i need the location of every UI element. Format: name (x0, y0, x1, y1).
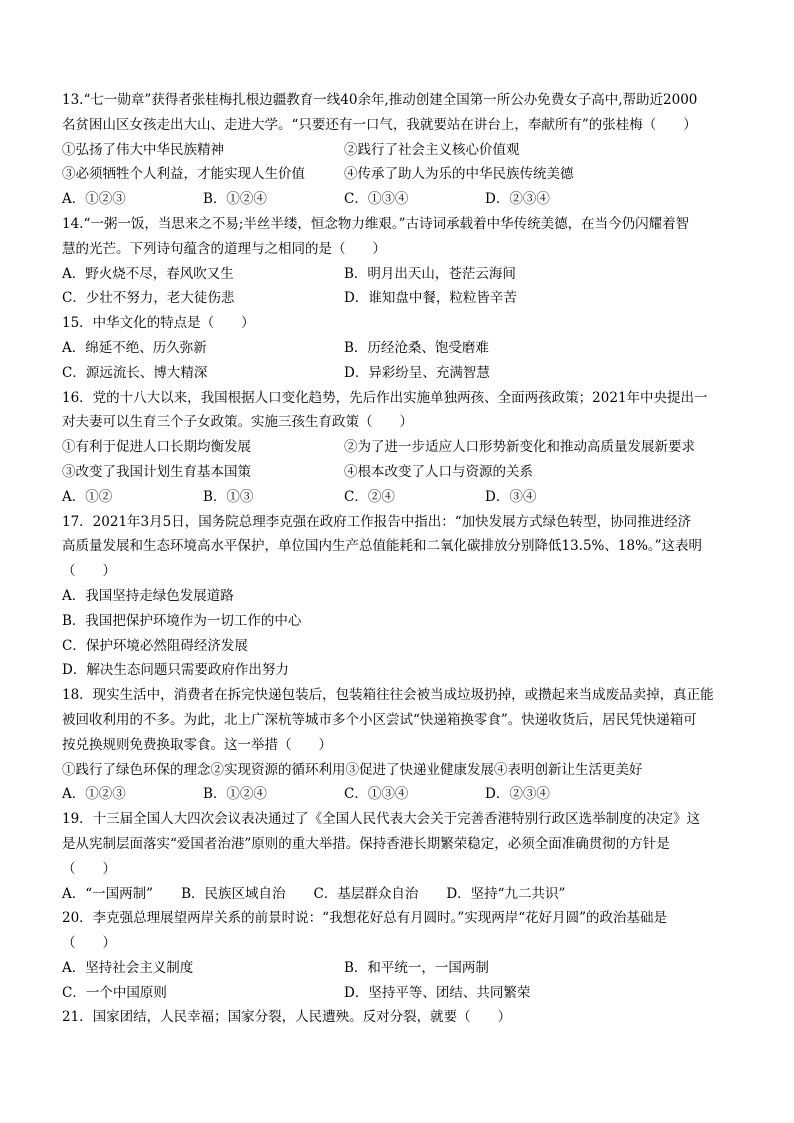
statement-row (62, 435, 742, 460)
question-stem-line: 按兑换规则免费换取零食。这一举措（ ） (62, 736, 332, 753)
option-d: D．异彩纷呈、充满智慧 (344, 364, 490, 381)
question-stem-line: 13.“七一勋章”获得者张桂梅扎根边疆教育一线40余年,推动创建全国第一所公办免费女子高中,帮助近2000 (62, 92, 698, 108)
option-a: A．①②③ (62, 191, 126, 208)
option-a: A．①②③ (62, 786, 126, 803)
question-18 (62, 683, 742, 807)
option-c: C．一个中国原则 (62, 984, 167, 1001)
question-stem-line: 21．国家团结，人民幸福；国家分裂，人民遭殃。反对分裂，就要（ ） (62, 1009, 512, 1026)
option-row (62, 782, 742, 807)
option-d: D．解决生态问题只需要政府作出努力 (62, 662, 289, 679)
statement-row (62, 138, 742, 163)
option-row (62, 336, 742, 361)
question-stem-line: 慧的光芒。下列诗句蕴含的道理与之相同的是（ ） (62, 240, 386, 257)
option-d: D．谁知盘中餐，粒粒皆辛苦 (344, 290, 517, 307)
option-c: C．①③④ (344, 786, 409, 803)
statement: ④根本改变了人口与资源的关系 (344, 463, 533, 480)
option-b: B．和平统一，一国两制 (344, 959, 489, 976)
question-list (62, 88, 742, 1030)
option-row (62, 187, 742, 212)
option-row (62, 361, 742, 386)
question-stem-line: 18．现实生活中，消费者在拆完快递包装后，包装箱往往会被当成垃圾扔掉，或攒起来当成废品卖掉，真正能 (62, 687, 714, 704)
question-stem-line: 14.“一粥一饭，当思来之不易;半丝半缕，恒念物力维艰。”古诗词承载着中华传统美德，在当今仍闪耀着智 (62, 215, 690, 232)
option-a: A．①② (62, 488, 113, 505)
option-c: C．②④ (344, 488, 395, 505)
question-stem-line: 被回收利用的不多。为此，北上广深杭等城市多个小区尝试“快递箱换零食”。快递收货后，居民凭快递箱可 (62, 711, 697, 728)
option-a: A．“一国两制” (62, 885, 154, 902)
question-15 (62, 311, 742, 385)
option-d: D．②③④ (485, 786, 550, 803)
option-row (62, 485, 742, 510)
question-stem-line: 16．党的十八大以来，我国根据人口变化趋势，先后作出实施单独两孩、全面两孩政策；2021年中央提出一 (62, 389, 708, 406)
option-c: C．少壮不努力，老大徒伤悲 (62, 290, 235, 307)
statement: ④传承了助人为乐的中华民族传统美德 (344, 166, 574, 183)
option-c: C．①③④ (344, 191, 409, 208)
question-19 (62, 807, 742, 906)
option-b: B．①③ (203, 488, 254, 505)
question-stem-line: 17．2021年3月5日，国务院总理李克强在政府工作报告中指出：“加快发展方式绿色转型，协同推进经济 (62, 513, 692, 530)
option-d: D．③④ (485, 488, 537, 505)
statement: ③必须牺牲个人利益，才能实现人生价值 (62, 166, 305, 183)
question-stem-line: （ ） (62, 935, 116, 952)
statement-row (62, 162, 742, 187)
option-c: C．保护环境必然阻碍经济发展 (62, 637, 248, 654)
question-21 (62, 1005, 742, 1030)
statement: ①弘扬了伟大中华民族精神 (62, 141, 224, 158)
question-13 (62, 88, 742, 212)
question-stem-line: 高质量发展和生态环境高水平保护，单位国内生产总值能耗和二氧化碳排放分别降低13.5%、18%。”这表明 (62, 538, 703, 555)
statement-line: ①践行了绿色环保的理念②实现资源的循环利用③促进了快递业健康发展④表明创新让生活更美好 (62, 761, 643, 778)
statement-row (62, 460, 742, 485)
question-stem-line: 名贫困山区女孩走出大山、走进大学。“只要还有一口气，我就要站在讲台上，奉献所有”的张桂梅（ ） (62, 116, 697, 133)
option-c: C．基层群众自治 (313, 885, 419, 902)
option-row (62, 286, 742, 311)
statement: ②践行了社会主义核心价值观 (344, 141, 520, 158)
option-a: A．绵延不绝、历久弥新 (62, 339, 207, 356)
statement: ②为了进一步适应人口形势新变化和推动高质量发展新要求 (344, 439, 695, 456)
option-b: B．我国把保护环境作为一切工作的中心 (62, 612, 302, 629)
option-b: B．明月出天山，苍茫云海间 (344, 265, 516, 282)
question-16 (62, 386, 742, 510)
option-row (62, 882, 742, 907)
question-stem-line: 20．李克强总理展望两岸关系的前景时说：“我想花好总有月圆时。”实现两岸“花好月圆”的政治基础是 (62, 910, 668, 927)
question-stem-line: （ ） (62, 563, 116, 580)
option-a: A．坚持社会主义制度 (62, 959, 194, 976)
question-stem-line: 是从宪制层面落实“爱国者治港”原则的重大举措。保持香港长期繁荣稳定，必须全面准确贯彻的方针是 (62, 835, 670, 852)
question-17 (62, 510, 742, 684)
option-row (62, 981, 742, 1006)
option-d: D．②③④ (485, 191, 550, 208)
question-14 (62, 212, 742, 311)
option-d: D．坚持平等、团结、共同繁荣 (344, 984, 531, 1001)
option-b: B．历经沧桑、饱受磨难 (344, 339, 489, 356)
question-stem-line: 19．十三届全国人大四次会议表决通过了《全国人民代表大会关于完善香港特别行政区选举制度的决定》这 (62, 811, 701, 828)
statement: ③改变了我国计划生育基本国策 (62, 463, 251, 480)
question-stem-line: （ ） (62, 860, 116, 877)
option-c: C．源远流长、博大精深 (62, 364, 208, 381)
question-stem-line: 15．中华文化的特点是（ ） (62, 315, 255, 332)
statement: ①有利于促进人口长期均衡发展 (62, 439, 251, 456)
option-a: A．我国坚持走绿色发展道路 (62, 587, 234, 604)
option-a: A．野火烧不尽，春风吹又生 (62, 265, 234, 282)
question-20 (62, 906, 742, 1005)
option-b: B．①②④ (203, 191, 267, 208)
question-stem-line: 对夫妻可以生育三个子女政策。实施三孩生育政策（ ） (62, 414, 413, 431)
option-b: B．民族区域自治 (181, 885, 286, 902)
option-row (62, 956, 742, 981)
option-row (62, 262, 742, 287)
option-d: D．坚持“九二共识” (446, 885, 566, 902)
option-b: B．①②④ (203, 786, 267, 803)
